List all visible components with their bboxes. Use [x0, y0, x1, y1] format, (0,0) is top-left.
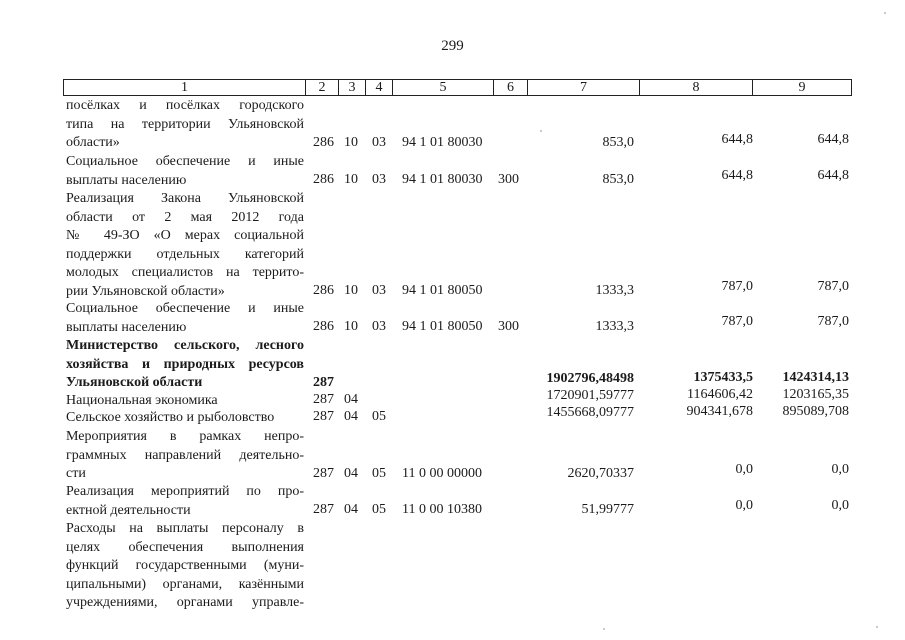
cell-amount-2: 644,8: [721, 168, 753, 183]
desc-line: граммных направлений деятельно-: [66, 447, 304, 463]
cell-amount-3: 0,0: [831, 462, 849, 477]
desc-line: ципальными) органами, казёнными: [66, 576, 304, 592]
cell-amount-1: 1333,3: [595, 283, 634, 298]
row-description: [66, 190, 304, 301]
cell-section: 10: [344, 135, 358, 150]
desc-line: Социальное обеспечение и иные: [66, 301, 304, 316]
cell-amount-1: 1455668,09777: [546, 405, 634, 420]
cell-admin-code: 287: [313, 375, 334, 390]
cell-section: 10: [344, 172, 358, 187]
cell-amount-1: 853,0: [602, 172, 634, 187]
cell-amount-3: 787,0: [817, 279, 849, 294]
desc-line: учреждениями, органами управле-: [66, 595, 304, 610]
desc-line: Сельское хозяйство и рыболовство: [66, 410, 275, 425]
header-cell-6: 6: [493, 79, 528, 96]
cell-expense-type: 300: [498, 172, 519, 187]
row-description: [66, 153, 304, 190]
cell-amount-1: 1333,3: [595, 319, 634, 334]
desc-line: области от 2 мая 2012 года: [66, 209, 304, 225]
cell-admin-code: 286: [313, 135, 334, 150]
cell-target-article: 94 1 01 80030: [402, 135, 483, 150]
cell-target-article: 94 1 01 80030: [402, 172, 483, 187]
cell-amount-1: 51,99777: [581, 502, 634, 517]
cell-subsection: 03: [372, 172, 386, 187]
row-description: [66, 428, 304, 484]
header-cell-7: 7: [527, 79, 640, 96]
desc-line: ектной деятельности: [66, 502, 191, 518]
cell-amount-3: 0,0: [831, 498, 849, 513]
cell-section: 04: [344, 392, 358, 407]
cell-amount-3: 1424314,13: [782, 370, 849, 385]
desc-line: рии Ульяновской области»: [66, 283, 225, 299]
cell-subsection: 05: [372, 466, 386, 481]
cell-target-article: 11 0 00 10380: [402, 502, 482, 517]
cell-subsection: 03: [372, 319, 386, 334]
cell-section: 04: [344, 409, 358, 424]
scan-speck: [884, 12, 886, 14]
cell-amount-1: 1720901,59777: [546, 388, 634, 403]
desc-line: посёлках и посёлках городского: [66, 98, 304, 113]
desc-line: области»: [66, 135, 120, 150]
desc-line: молодых специалистов на террито-: [66, 265, 304, 280]
desc-line: хозяйства и природных ресурсов: [66, 356, 304, 372]
cell-target-article: 94 1 01 80050: [402, 283, 483, 298]
cell-amount-2: 1375433,5: [693, 370, 753, 385]
cell-subsection: 05: [372, 502, 386, 517]
cell-section: 10: [344, 319, 358, 334]
header-cell-9: 9: [752, 79, 852, 96]
header-cell-5: 5: [392, 79, 494, 96]
cell-amount-2: 904341,678: [686, 404, 753, 419]
desc-line: типа на территории Ульяновской: [66, 116, 304, 132]
row-description: [66, 300, 304, 337]
cell-amount-3: 1203165,35: [782, 387, 849, 402]
cell-amount-3: 644,8: [817, 168, 849, 183]
cell-amount-2: 0,0: [735, 462, 753, 477]
cell-admin-code: 287: [313, 392, 334, 407]
cell-amount-3: 644,8: [817, 132, 849, 147]
cell-expense-type: 300: [498, 319, 519, 334]
header-cell-2: 2: [305, 79, 339, 96]
cell-section: 04: [344, 502, 358, 517]
header-cell-1: 1: [63, 79, 306, 96]
cell-section: 04: [344, 466, 358, 481]
cell-admin-code: 286: [313, 172, 334, 187]
cell-target-article: 94 1 01 80050: [402, 319, 483, 334]
page-number: 299: [441, 38, 464, 54]
scan-speck: [540, 130, 542, 132]
row-description: [66, 520, 304, 613]
desc-line: Национальная экономика: [66, 393, 218, 408]
desc-line: выплаты населению: [66, 319, 187, 335]
cell-amount-3: 895089,708: [782, 404, 849, 419]
cell-subsection: 03: [372, 135, 386, 150]
cell-admin-code: 286: [313, 283, 334, 298]
cell-admin-code: 287: [313, 409, 334, 424]
desc-line: № 49-ЗО «О мерах социальной: [66, 228, 304, 243]
desc-line: Мероприятия в рамках непро-: [66, 429, 304, 444]
desc-line: целях обеспечения выполнения: [66, 539, 304, 555]
desc-line: Министерство сельского, лесного: [66, 338, 304, 353]
cell-amount-2: 644,8: [721, 132, 753, 147]
cell-section: 10: [344, 283, 358, 298]
desc-line: выплаты населению: [66, 172, 187, 188]
cell-admin-code: 287: [313, 466, 334, 481]
cell-admin-code: 286: [313, 319, 334, 334]
row-description: [66, 97, 304, 153]
desc-line: Социальное обеспечение и иные: [66, 154, 304, 169]
header-cell-3: 3: [338, 79, 366, 96]
desc-line: Реализация Закона Ульяновской: [66, 191, 304, 206]
desc-line: функций государственными (муни-: [66, 558, 304, 573]
cell-target-article: 11 0 00 00000: [402, 466, 482, 481]
scan-speck: [876, 626, 878, 628]
cell-amount-1: 2620,70337: [567, 466, 634, 481]
cell-amount-3: 787,0: [817, 314, 849, 329]
cell-amount-2: 0,0: [735, 498, 753, 513]
scan-speck: [603, 628, 605, 630]
cell-amount-1: 853,0: [602, 135, 634, 150]
cell-subsection: 03: [372, 283, 386, 298]
cell-amount-1: 1902796,48498: [546, 371, 634, 386]
cell-amount-2: 787,0: [721, 314, 753, 329]
desc-line: Расходы на выплаты персоналу в: [66, 521, 304, 536]
cell-amount-2: 787,0: [721, 279, 753, 294]
row-description: [66, 337, 304, 393]
row-description: [66, 392, 304, 411]
desc-line: сти: [66, 466, 86, 481]
row-description: [66, 483, 304, 520]
header-cell-8: 8: [639, 79, 753, 96]
desc-line: поддержки отдельных категорий: [66, 246, 304, 262]
desc-line: Реализация мероприятий по про-: [66, 484, 304, 499]
cell-admin-code: 287: [313, 502, 334, 517]
row-description: [66, 409, 304, 428]
desc-line: Ульяновской области: [66, 375, 203, 390]
cell-amount-2: 1164606,42: [687, 387, 753, 402]
header-cell-4: 4: [365, 79, 393, 96]
cell-subsection: 05: [372, 409, 386, 424]
